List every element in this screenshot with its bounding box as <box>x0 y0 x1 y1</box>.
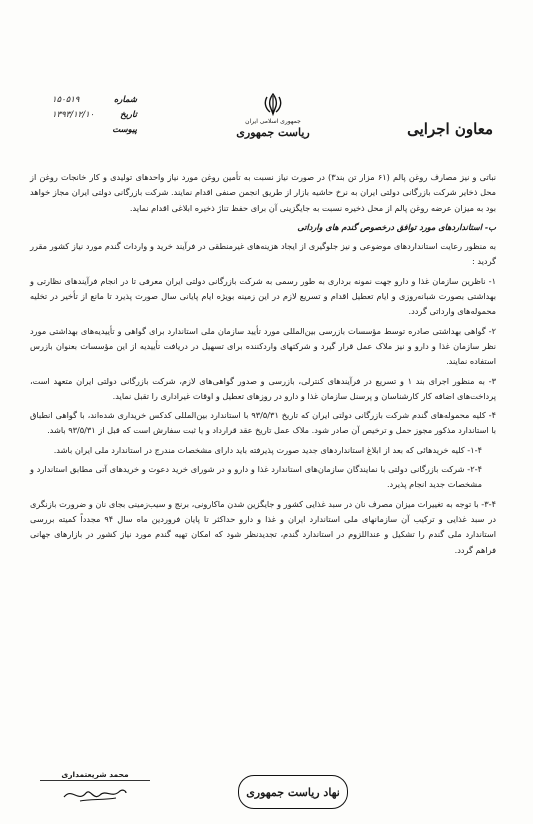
item-4: ۴- کلیه محموله‌های گندم شرکت بازرگانی دولتی ایران که تاریخ ۹۳/۵/۳۱ با استاندارد بین‌المللی کدکس خریداری شده‌اند، با گواهی انطباق با استاندارد مذکور مجوز حمل و ترخیص آن صادر شود. ملاک عمل تاریخ عقد قرارداد و یا ثبت سفارش است که قبل از ۹۳/۵/۳۱ باشد. <box>30 410 496 436</box>
country-name: جمهوری اسلامی ایران <box>245 118 301 125</box>
item-3: ۳- به منظور اجرای بند ۱ و تسریع در فرآیندهای کنترلی، بازرسی و صدور گواهی‌های لازم، شرکت بازرگانی دولتی ایران متعهد است، پرداخت‌های اضافه کار کارشناسان و پرسنل سازمان غذا و دارو در روزهای تعطیل و اوقات غیراداری را تقبل نماید. <box>30 375 497 401</box>
number-label: شماره <box>113 95 137 105</box>
item-2: ۲- گواهی بهداشتی صادره توسط مؤسسات بازرسی بین‌المللی مورد تأیید سازمان ملی استاندارد برای گواهی و تأییدیه‌های بهداشتی مورد نظر سازمان غذا و دارو و نیز ملاک عمل قرار گیرد و شرکتهای واردکننده برای تسهیل در دریافت تأییدیه از این مؤسسات بعنوان بازرس استفاده نمایند. <box>30 325 496 367</box>
date-label: تاریخ <box>120 110 137 120</box>
signature-icon <box>60 783 130 805</box>
section-heading: ب- استانداردهای مورد توافق درخصوص گندم های وارداتی <box>297 221 496 232</box>
item-4-1: ۱-۴- کلیه خریدهائی که بعد از ابلاغ استانداردهای جدید صورت پذیرفته باید دارای مشخصات مندرج در استاندارد ملی ایران باشد. <box>53 444 482 455</box>
attachment-label: پیوست <box>112 125 137 135</box>
department-title: معاون اجرایی <box>407 120 493 138</box>
item-4-2: ۲-۴- شرکت بازرگانی دولتی با نمایندگان سازمان‌های استاندارد غذا و دارو و در شورای خرید دعوت و خریدهای آتی مطابق استاندارد و مشخصات جدید انجام پذیرد. <box>30 464 482 490</box>
item-1: ۱- ناظرین سازمان غذا و دارو جهت نمونه برداری به طور رسمی به شرکت بازرگانی دولتی ایران معرفی تا در انجام فرآیندهای نظارتی و بهداشتی بصورت شبانه‌روزی و ایام تعطیل اقدام و تسریع لازم در این زمینه بویژه ایام پایانی سال صورت پذیرد تا مانع از تأخیر در تخلیه محموله‌های وارداتی گردد. <box>30 275 496 317</box>
letter-body <box>30 170 496 562</box>
letterhead <box>236 92 310 140</box>
letter-number: ۱۵۰۵۱۹ <box>52 95 80 105</box>
signer-block <box>40 770 150 805</box>
paragraph-intro: به منظور رعایت استانداردهای موضوعی و نیز جلوگیری از ایجاد هزینه‌های غیرمنطقی در فرآیند خرید و واردات گندم مورد نیاز کشور مقرر گردید : <box>30 241 496 267</box>
office-name: ریاست جمهوری <box>236 126 310 139</box>
signer-name: محمد شریعتمداری <box>40 770 150 781</box>
iran-emblem-icon <box>262 92 284 116</box>
item-4-3: ۳-۴- با توجه به تغییرات میزان مصرف نان در سبد غذایی کشور و جایگزین شدن ماکارونی، برنج و سیب‌زمینی بجای نان و ضرورت بازنگری در سبد غذایی و ترکیب آن سازمانهای ملی استاندارد ایران و غذا و دارو حداکثر تا پایان فروردین ماه سال ۹۴ مجدداً کمیته بررسی استاندارد ملی گندم را تشکیل و عنداللزوم در استاندارد گندم، تجدیدنظر شود که امکان تهیه گندم مورد نیاز کشور در بازارهای جهانی فراهم گردد. <box>30 498 496 555</box>
paragraph-1: نباتی و نیز مصارف روغن پالم (۶۱ مزار تن بند۳) در صورت نیاز نسبت به تأمین روغن مورد نیاز واحدهای تولیدی و کار خانجات روغن از محل ذخایر شرکت بازرگانی دولتی ایران به نرخ حاشیه بازار از طریق انجمن صنفی اقدام نمایند. شرکت بازرگانی دولتی ایران مجاز خواهد بود به میزان عرضه روغن پالم از محل ذخیره نسبت به جایگزینی آن برای حفظ تناژ ذخیره ابلاغی اقدام نماید. <box>30 172 496 213</box>
office-stamp <box>238 775 348 809</box>
letter-date: ۱۳۹۳/۱۲/۱۰ <box>52 110 95 120</box>
letter-meta <box>52 93 137 138</box>
stamp-text: نهاد ریاست جمهوری <box>246 785 340 799</box>
